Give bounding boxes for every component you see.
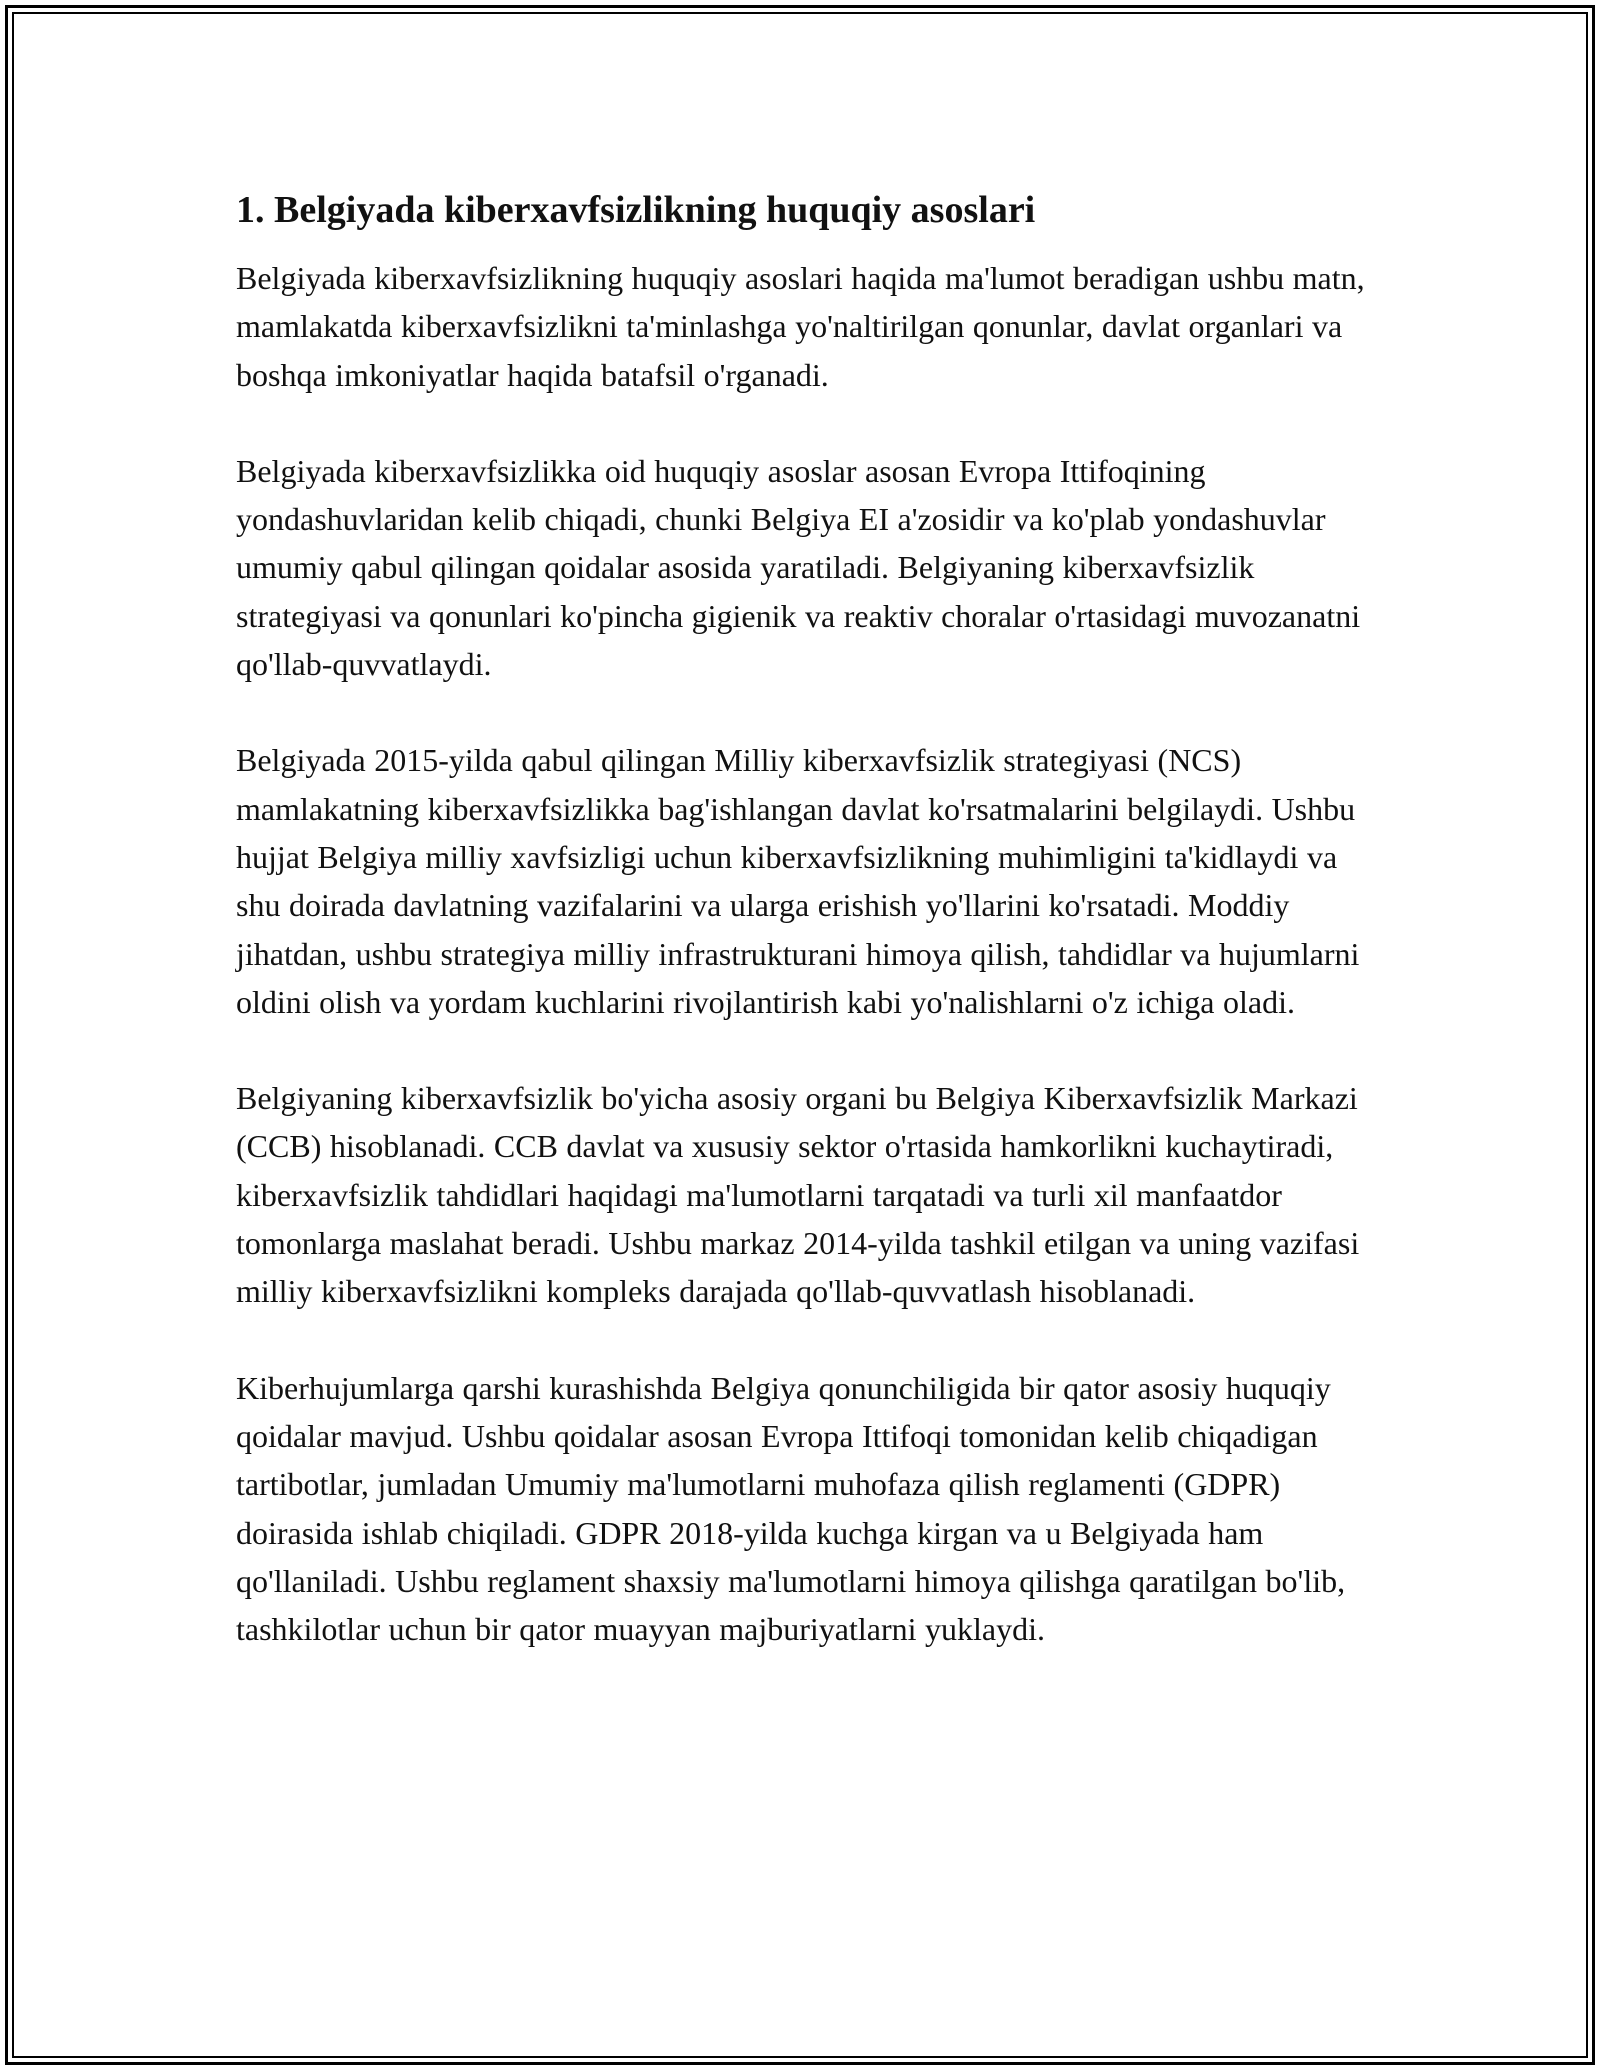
paragraph-intro: Belgiyada kiberxavfsizlikning huquqiy asoslari haqida ma'lumot beradigan ushbu matn, mamlakatda kiberxavfsizlikni ta'minlashga yo'naltirilgan qonunlar, davlat organlari va boshqa imkoniyatlar haqida batafsil o'rganadi. — [236, 260, 1365, 393]
paragraph-ccb-center: Belgiyaning kiberxavfsizlik bo'yicha asosiy organi bu Belgiya Kiberxavfsizlik Markazi (CCB) hisoblanadi. CCB davlat va xususiy sektor o'rtasida hamkorlikni kuchaytiradi, kiberxavfsizlik tahdidlari haqidagi ma'lumotlarni tarqatadi va turli xil manfaatdor tomonlarga maslahat beradi. Ushbu markaz 2014-yilda tashkil etilgan va uning vazifasi milliy kiberxavfsizlikni kompleks darajada qo'llab-quvvatlash hisoblanadi. — [236, 1080, 1360, 1310]
paragraph-eu-approach: Belgiyada kiberxavfsizlikka oid huquqiy asoslar asosan Evropa Ittifoqining yondashuvlaridan kelib chiqadi, chunki Belgiya EI a'zosidir va ko'plab yondashuvlar umumiy qabul qilingan qoidalar asosida yaratiladi. Belgiyaning kiberxavfsizlik strategiyasi va qonunlari ko'pincha gigienik va reaktiv choralar o'rtasidagi muvozanatni qo'llab-quvvatlaydi. — [236, 452, 1361, 683]
section-heading: 1. Belgiyada kiberxavfsizlikning huquqiy asoslari — [236, 189, 1036, 231]
paragraph-gdpr: Kiberhujumlarga qarshi kurashishda Belgiya qonunchiligida bir qator asosiy huquqiy qoidalar mavjud. Ushbu qoidalar asosan Evropa Ittifoqi tomonidan kelib chiqadigan tartibotlar, jumladan Umumiy ma'lumotlarni muhofaza qilish reglamenti (GDPR) doirasida ishlab chiqiladi. GDPR 2018-yilda kuchga kirgan va u Belgiyada ham qo'llaniladi. Ushbu reglament shaxsiy ma'lumotlarni himoya qilishga qaratilgan bo'lib, tashkilotlar uchun bir qator muayyan majburiyatlarni yuklaydi. — [236, 1369, 1346, 1648]
paragraph-ncs-strategy: Belgiyada 2015-yilda qabul qilingan Milliy kiberxavfsizlik strategiyasi (NCS) mamlakatning kiberxavfsizlikka bag'ishlangan davlat ko'rsatmalarini belgilaydi. Ushbu hujjat Belgiya milliy xavfsizligi uchun kiberxavfsizlikning muhimligini ta'kidlaydi va shu doirada davlatning vazifalarini va ularga erishish yo'llarini ko'rsatadi. Moddiy jihatdan, ushbu strategiya milliy infrastrukturani himoya qilish, tahdidlar va hujumlarni oldini olish va yordam kuchlarini rivojlantirish kabi yo'nalishlarni o'z ichiga oladi. — [236, 742, 1360, 1020]
document-body — [236, 186, 1376, 1701]
